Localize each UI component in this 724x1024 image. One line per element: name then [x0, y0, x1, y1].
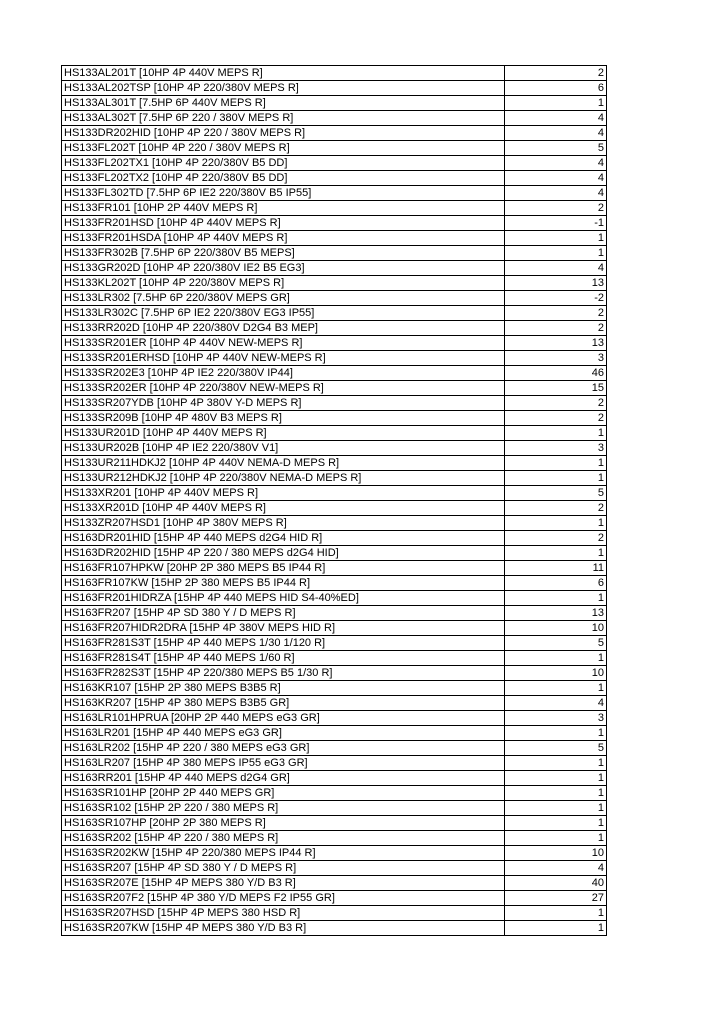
- item-description-cell: HS163SR207 [15HP 4P SD 380 Y / D MEPS R]: [62, 861, 505, 876]
- table-row: [62, 381, 607, 396]
- item-description-cell: HS133FR201HSDA [10HP 4P 440V MEPS R]: [62, 231, 505, 246]
- item-description-cell: HS163FR281S4T [15HP 4P 440 MEPS 1/60 R]: [62, 651, 505, 666]
- table-row: [62, 111, 607, 126]
- table-row: [62, 651, 607, 666]
- table-row: [62, 741, 607, 756]
- item-quantity-cell: 11: [505, 561, 607, 576]
- item-description-cell: HS133LR302C [7.5HP 6P IE2 220/380V EG3 IP55]: [62, 306, 505, 321]
- item-quantity-cell: 13: [505, 276, 607, 291]
- item-description-cell: HS163KR207 [15HP 4P 380 MEPS B3B5 GR]: [62, 696, 505, 711]
- item-quantity-cell: -2: [505, 291, 607, 306]
- table-row: [62, 291, 607, 306]
- item-quantity-cell: 2: [505, 531, 607, 546]
- item-quantity-cell: 2: [505, 396, 607, 411]
- item-quantity-cell: 1: [505, 456, 607, 471]
- item-description-cell: HS163FR282S3T [15HP 4P 220/380 MEPS B5 1/30 R]: [62, 666, 505, 681]
- item-quantity-cell: -1: [505, 216, 607, 231]
- table-row: [62, 711, 607, 726]
- table-row: [62, 276, 607, 291]
- item-description-cell: HS133AL301T [7.5HP 6P 440V MEPS R]: [62, 96, 505, 111]
- item-description-cell: HS133RR202D [10HP 4P 220/380V D2G4 B3 MEP]: [62, 321, 505, 336]
- item-description-cell: HS163LR202 [15HP 4P 220 / 380 MEPS eG3 GR]: [62, 741, 505, 756]
- table-row: [62, 441, 607, 456]
- item-description-cell: HS133FL202TX2 [10HP 4P 220/380V B5 DD]: [62, 171, 505, 186]
- item-description-cell: HS163SR202KW [15HP 4P 220/380 MEPS IP44 R]: [62, 846, 505, 861]
- item-description-cell: HS133FR201HSD [10HP 4P 440V MEPS R]: [62, 216, 505, 231]
- item-quantity-cell: 1: [505, 426, 607, 441]
- item-description-cell: HS133AL201T [10HP 4P 440V MEPS R]: [62, 66, 505, 81]
- table-row: [62, 606, 607, 621]
- item-quantity-cell: 1: [505, 726, 607, 741]
- item-quantity-cell: 5: [505, 486, 607, 501]
- table-row: [62, 336, 607, 351]
- item-description-cell: HS163FR107HPKW [20HP 2P 380 MEPS B5 IP44 R]: [62, 561, 505, 576]
- item-quantity-cell: 1: [505, 96, 607, 111]
- table-row: [62, 351, 607, 366]
- item-description-cell: HS133XR201 [10HP 4P 440V MEPS R]: [62, 486, 505, 501]
- item-quantity-cell: 1: [505, 246, 607, 261]
- item-description-cell: HS163LR101HPRUA [20HP 2P 440 MEPS eG3 GR]: [62, 711, 505, 726]
- item-description-cell: HS133UR201D [10HP 4P 440V MEPS R]: [62, 426, 505, 441]
- item-quantity-cell: 6: [505, 576, 607, 591]
- item-description-cell: HS163FR207HIDR2DRA [15HP 4P 380V MEPS HID R]: [62, 621, 505, 636]
- table-row: [62, 231, 607, 246]
- item-description-cell: HS133XR201D [10HP 4P 440V MEPS R]: [62, 501, 505, 516]
- item-quantity-cell: 1: [505, 786, 607, 801]
- table-row: [62, 816, 607, 831]
- table-row: [62, 921, 607, 936]
- item-description-cell: HS163FR107KW [15HP 2P 380 MEPS B5 IP44 R]: [62, 576, 505, 591]
- item-quantity-cell: 2: [505, 306, 607, 321]
- item-quantity-cell: 3: [505, 711, 607, 726]
- item-description-cell: HS163SR207F2 [15HP 4P 380 Y/D MEPS F2 IP55 GR]: [62, 891, 505, 906]
- item-description-cell: HS163SR207HSD [15HP 4P MEPS 380 HSD R]: [62, 906, 505, 921]
- item-quantity-cell: 1: [505, 906, 607, 921]
- item-description-cell: HS163SR207KW [15HP 4P MEPS 380 Y/D B3 R]: [62, 921, 505, 936]
- table-row: [62, 321, 607, 336]
- table-row: [62, 471, 607, 486]
- table-row: [62, 456, 607, 471]
- item-description-cell: HS163SR102 [15HP 2P 220 / 380 MEPS R]: [62, 801, 505, 816]
- table-row: [62, 726, 607, 741]
- item-quantity-cell: 3: [505, 441, 607, 456]
- item-quantity-cell: 6: [505, 81, 607, 96]
- item-quantity-cell: 5: [505, 636, 607, 651]
- item-description-cell: HS133KL202T [10HP 4P 220/380V MEPS R]: [62, 276, 505, 291]
- item-quantity-cell: 10: [505, 621, 607, 636]
- table-row: [62, 396, 607, 411]
- table-row: [62, 516, 607, 531]
- item-quantity-cell: 10: [505, 846, 607, 861]
- table-row: [62, 201, 607, 216]
- item-description-cell: HS163KR107 [15HP 2P 380 MEPS B3B5 R]: [62, 681, 505, 696]
- item-description-cell: HS133DR202HID [10HP 4P 220 / 380V MEPS R]: [62, 126, 505, 141]
- item-quantity-cell: 27: [505, 891, 607, 906]
- item-description-cell: HS133UR212HDKJ2 [10HP 4P 220/380V NEMA-D MEPS R]: [62, 471, 505, 486]
- table-row: [62, 696, 607, 711]
- item-description-cell: HS133AL302T [7.5HP 6P 220 / 380V MEPS R]: [62, 111, 505, 126]
- item-description-cell: HS133SR202ER [10HP 4P 220/380V NEW-MEPS R]: [62, 381, 505, 396]
- item-quantity-cell: 2: [505, 66, 607, 81]
- item-description-cell: HS133SR209B [10HP 4P 480V B3 MEPS R]: [62, 411, 505, 426]
- item-description-cell: HS133LR302 [7.5HP 6P 220/380V MEPS GR]: [62, 291, 505, 306]
- table-row: [62, 426, 607, 441]
- item-quantity-cell: 1: [505, 831, 607, 846]
- item-quantity-cell: 46: [505, 366, 607, 381]
- item-description-cell: HS133FR101 [10HP 2P 440V MEPS R]: [62, 201, 505, 216]
- item-quantity-cell: 4: [505, 171, 607, 186]
- table-row: [62, 876, 607, 891]
- item-quantity-cell: 4: [505, 261, 607, 276]
- table-row: [62, 801, 607, 816]
- table-row: [62, 171, 607, 186]
- item-description-cell: HS163FR281S3T [15HP 4P 440 MEPS 1/30 1/120 R]: [62, 636, 505, 651]
- item-description-cell: HS163SR207E [15HP 4P MEPS 380 Y/D B3 R]: [62, 876, 505, 891]
- table-row: [62, 156, 607, 171]
- table-row: [62, 561, 607, 576]
- item-quantity-cell: 13: [505, 606, 607, 621]
- table-row: [62, 576, 607, 591]
- inventory-table-body: [62, 66, 607, 936]
- item-quantity-cell: 3: [505, 351, 607, 366]
- table-row: [62, 366, 607, 381]
- item-description-cell: HS133SR202E3 [10HP 4P IE2 220/380V IP44]: [62, 366, 505, 381]
- item-description-cell: HS163DR201HID [15HP 4P 440 MEPS d2G4 HID R]: [62, 531, 505, 546]
- table-row: [62, 246, 607, 261]
- table-row: [62, 501, 607, 516]
- item-quantity-cell: 2: [505, 411, 607, 426]
- item-quantity-cell: 1: [505, 651, 607, 666]
- item-quantity-cell: 13: [505, 336, 607, 351]
- item-description-cell: HS163DR202HID [15HP 4P 220 / 380 MEPS d2G4 HID]: [62, 546, 505, 561]
- table-row: [62, 786, 607, 801]
- item-quantity-cell: 1: [505, 681, 607, 696]
- table-row: [62, 486, 607, 501]
- item-quantity-cell: 4: [505, 696, 607, 711]
- item-quantity-cell: 15: [505, 381, 607, 396]
- item-quantity-cell: 1: [505, 771, 607, 786]
- item-quantity-cell: 1: [505, 591, 607, 606]
- table-row: [62, 756, 607, 771]
- item-description-cell: HS133FL202T [10HP 4P 220 / 380V MEPS R]: [62, 141, 505, 156]
- table-row: [62, 621, 607, 636]
- item-description-cell: HS133UR202B [10HP 4P IE2 220/380V V1]: [62, 441, 505, 456]
- table-row: [62, 546, 607, 561]
- item-quantity-cell: 1: [505, 921, 607, 936]
- item-quantity-cell: 1: [505, 471, 607, 486]
- item-description-cell: HS133FL302TD [7.5HP 6P IE2 220/380V B5 IP55]: [62, 186, 505, 201]
- item-description-cell: HS133FL202TX1 [10HP 4P 220/380V B5 DD]: [62, 156, 505, 171]
- table-row: [62, 81, 607, 96]
- item-description-cell: HS133UR211HDKJ2 [10HP 4P 440V NEMA-D MEPS R]: [62, 456, 505, 471]
- item-quantity-cell: 4: [505, 111, 607, 126]
- item-quantity-cell: 2: [505, 501, 607, 516]
- item-description-cell: HS133GR202D [10HP 4P 220/380V IE2 B5 EG3]: [62, 261, 505, 276]
- item-quantity-cell: 1: [505, 756, 607, 771]
- item-quantity-cell: 4: [505, 156, 607, 171]
- item-quantity-cell: 10: [505, 666, 607, 681]
- item-quantity-cell: 1: [505, 546, 607, 561]
- item-description-cell: HS133SR207YDB [10HP 4P 380V Y-D MEPS R]: [62, 396, 505, 411]
- table-row: [62, 411, 607, 426]
- inventory-sheet: [61, 65, 606, 936]
- item-quantity-cell: 1: [505, 816, 607, 831]
- table-row: [62, 96, 607, 111]
- table-row: [62, 636, 607, 651]
- item-description-cell: HS163SR107HP [20HP 2P 380 MEPS R]: [62, 816, 505, 831]
- table-row: [62, 846, 607, 861]
- item-description-cell: HS163RR201 [15HP 4P 440 MEPS d2G4 GR]: [62, 771, 505, 786]
- table-row: [62, 261, 607, 276]
- item-quantity-cell: 40: [505, 876, 607, 891]
- table-row: [62, 681, 607, 696]
- item-description-cell: HS163SR202 [15HP 4P 220 / 380 MEPS R]: [62, 831, 505, 846]
- item-quantity-cell: 1: [505, 231, 607, 246]
- item-quantity-cell: 4: [505, 126, 607, 141]
- item-description-cell: HS163LR207 [15HP 4P 380 MEPS IP55 eG3 GR]: [62, 756, 505, 771]
- item-quantity-cell: 4: [505, 861, 607, 876]
- item-description-cell: HS133AL202TSP [10HP 4P 220/380V MEPS R]: [62, 81, 505, 96]
- item-quantity-cell: 5: [505, 741, 607, 756]
- table-row: [62, 906, 607, 921]
- item-description-cell: HS163LR201 [15HP 4P 440 MEPS eG3 GR]: [62, 726, 505, 741]
- inventory-table: [61, 65, 607, 936]
- item-description-cell: HS133ZR207HSD1 [10HP 4P 380V MEPS R]: [62, 516, 505, 531]
- item-quantity-cell: 1: [505, 516, 607, 531]
- item-quantity-cell: 2: [505, 201, 607, 216]
- item-description-cell: HS163SR101HP [20HP 2P 440 MEPS GR]: [62, 786, 505, 801]
- item-quantity-cell: 1: [505, 801, 607, 816]
- item-quantity-cell: 5: [505, 141, 607, 156]
- table-row: [62, 216, 607, 231]
- table-row: [62, 831, 607, 846]
- table-row: [62, 771, 607, 786]
- item-description-cell: HS133FR302B [7.5HP 6P 220/380V B5 MEPS]: [62, 246, 505, 261]
- table-row: [62, 891, 607, 906]
- table-row: [62, 186, 607, 201]
- table-row: [62, 66, 607, 81]
- table-row: [62, 666, 607, 681]
- table-row: [62, 591, 607, 606]
- table-row: [62, 141, 607, 156]
- item-description-cell: HS163FR201HIDRZA [15HP 4P 440 MEPS HID S4-40%ED]: [62, 591, 505, 606]
- item-quantity-cell: 4: [505, 186, 607, 201]
- item-description-cell: HS133SR201ER [10HP 4P 440V NEW-MEPS R]: [62, 336, 505, 351]
- item-quantity-cell: 2: [505, 321, 607, 336]
- item-description-cell: HS163FR207 [15HP 4P SD 380 Y / D MEPS R]: [62, 606, 505, 621]
- item-description-cell: HS133SR201ERHSD [10HP 4P 440V NEW-MEPS R]: [62, 351, 505, 366]
- table-row: [62, 306, 607, 321]
- table-row: [62, 126, 607, 141]
- table-row: [62, 531, 607, 546]
- table-row: [62, 861, 607, 876]
